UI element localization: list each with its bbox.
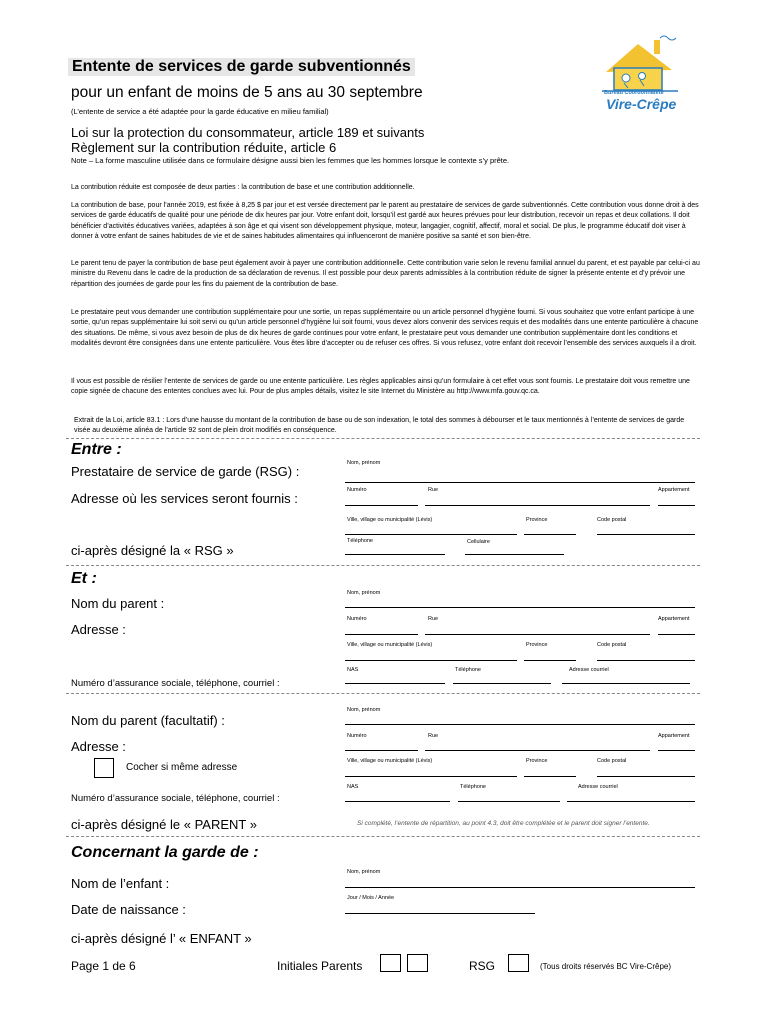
parent-numero-field[interactable] <box>345 634 418 635</box>
parent-code-postal-field[interactable] <box>597 660 695 661</box>
parent2-numero-field[interactable] <box>345 750 418 751</box>
field-caption-nom: Nom, prénom <box>347 707 381 713</box>
initiales-parents-label: Initiales Parents <box>277 959 363 973</box>
section-entre: Entre : <box>71 441 122 458</box>
field-caption-telephone: Téléphone <box>460 784 486 790</box>
parent-label: Nom du parent : <box>71 596 165 611</box>
rsg-label: Prestataire de service de garde (RSG) : <box>71 464 300 479</box>
parent2-address-label: Adresse : <box>71 739 126 754</box>
field-caption-nom: Nom, prénom <box>347 460 381 466</box>
field-caption-date: Jour / Mois / Année <box>347 895 395 901</box>
field-caption-province: Province <box>526 758 548 764</box>
rsg-telephone-field[interactable] <box>345 554 445 555</box>
document-subtitle: pour un enfant de moins de 5 ans au 30 septembre <box>71 84 423 101</box>
rsg-address-label: Adresse où les services seront fournis : <box>71 491 298 506</box>
separator <box>66 693 700 694</box>
rsg-ville-field[interactable] <box>345 534 517 535</box>
field-caption-numero: Numéro <box>347 616 367 622</box>
law-reference-2: Règlement sur la contribution réduite, article 6 <box>71 140 337 155</box>
law-reference-1: Loi sur la protection du consommateur, article 189 et suivants <box>71 125 425 140</box>
parent2-appartement-field[interactable] <box>658 750 695 751</box>
rights-notice: (Tous droits réservés BC Vire-Crêpe) <box>540 962 672 971</box>
parent2-courriel-field[interactable] <box>567 801 695 802</box>
field-caption-nas: NAS <box>347 667 359 673</box>
same-address-checkbox[interactable] <box>94 758 114 778</box>
field-caption-courriel: Adresse courriel <box>569 667 609 673</box>
parent2-code-postal-field[interactable] <box>597 776 695 777</box>
parent-name-field[interactable] <box>345 607 695 608</box>
repartition-note: Si complété, l’entente de répartition, au point 4.3, doit être complétée et le parent doit signer l’entente. <box>357 820 650 827</box>
paragraph-base: La contribution de base, pour l’année 2019, est fixée à 8,25 $ par jour et est versée directement par le parent au prestataire de services de garde subventionnés. Cette contribution vous donne droit à des services de garde éducatifs de qualité pour une période de dix heures par jour. Votre enfant doit, lorsqu’il est gardé aux heures prévues pour leur distribution, recevoir un repas et deux collations. Il doit bénéficier d’activités éducatives variées, adaptées à son âge et qui visent son développement physique, moteur, langagier, cognitif, affectif, moral et social. De plus, le programme éducatif doit viser à donner à votre enfant de saines habitudes de vie et de saines habitudes alimentaires qui influenceront de manière positive sa santé et son bien-être. <box>71 202 699 240</box>
paragraph-supplementaire: Le prestataire peut vous demander une contribution supplémentaire pour une sortie, un repas supplémentaire ou un article personnel d’hygiène fourni. Si vous souhaitez que votre enfant participe à une sortie, qu’un repas supplémentaire lui soit servi ou qu’un article personnel d’hygiène lui soit fourni, vous devez alors convenir des services requis et des modalités dans une entente particulière à chacune des situations. De même, si vous avez besoin de plus de dix heures de garde continues pour votre enfant, le prestataire peut vous demander une contribution supplémentaire dont les conditions et modalités devront être consignées dans une entente particulière. Vous êtes libre d’accepter ou de refuser ces offres. Si vous refusez, votre enfant doit recevoir l’ensemble des services auxquels il a droit. <box>71 309 699 347</box>
parent2-rue-field[interactable] <box>425 750 650 751</box>
field-caption-numero: Numéro <box>347 487 367 493</box>
child-name-field[interactable] <box>345 887 695 888</box>
rsg-province-field[interactable] <box>524 534 576 535</box>
parent2-telephone-field[interactable] <box>458 801 560 802</box>
field-caption-telephone: Téléphone <box>347 538 373 544</box>
rsg-code-postal-field[interactable] <box>597 534 695 535</box>
initiales-parent-2-box[interactable] <box>407 954 428 972</box>
field-caption-ville: Ville, village ou municipalité (Lévis) <box>347 517 433 523</box>
paragraph-extrait-loi: Extrait de la Loi, article 83.1 : Lors d’une hausse du montant de la contribution de base ou de son indexation, le total des sommes à débourser et le taux mentionnés à l’entente de services de garde visée au deuxième alinéa de l’article 92 sont de plein droit modifiés en conséquence. <box>74 417 685 435</box>
same-address-label: Cocher si même adresse <box>126 762 238 773</box>
parent-designe: ci-après désigné le « PARENT » <box>71 817 257 832</box>
bureau-coordonnateur-logo <box>598 34 708 116</box>
parent-ville-field[interactable] <box>345 660 517 661</box>
parent2-ville-field[interactable] <box>345 776 517 777</box>
field-caption-nom: Nom, prénom <box>347 869 381 875</box>
initiales-rsg-box[interactable] <box>508 954 529 972</box>
gender-note: Note – La forme masculine utilisée dans ce formulaire désigne aussi bien les femmes que les hommes lorsque le contexte s’y prête. <box>71 156 510 165</box>
paragraph-additionnelle: Le parent tenu de payer la contribution de base peut également avoir à payer une contribution additionnelle. Cette contribution varie selon le revenu familial annuel du parent, et est payable par celui-ci au ministre du Revenu dans le cadre de la production de sa déclaration de revenus. Il est possible pour deux parents admissibles à la contribution réduite de signer la présente entente et d’y prévoir une répartition des journées de garde pour les fins du paiement de la contribution de base. <box>71 260 700 288</box>
separator <box>66 565 700 566</box>
parent2-label: Nom du parent (facultatif) : <box>71 713 225 728</box>
field-caption-code-postal: Code postal <box>597 517 627 523</box>
rsg-numero-field[interactable] <box>345 505 418 506</box>
separator <box>66 438 700 439</box>
parent-address-label: Adresse : <box>71 622 126 637</box>
field-caption-ville: Ville, village ou municipalité (Lévis) <box>347 758 433 764</box>
field-caption-ville: Ville, village ou municipalité (Lévis) <box>347 642 433 648</box>
parent-rue-field[interactable] <box>425 634 650 635</box>
parent-appartement-field[interactable] <box>658 634 695 635</box>
document-title: Entente de services de garde subventionnés <box>68 58 415 76</box>
rsg-rue-field[interactable] <box>425 505 650 506</box>
field-caption-province: Province <box>526 517 548 523</box>
field-caption-rue: Rue <box>428 616 439 622</box>
field-caption-code-postal: Code postal <box>597 758 627 764</box>
parent-province-field[interactable] <box>524 660 576 661</box>
paragraph-resiliation: Il vous est possible de résilier l’entente de services de garde ou une entente particulière. Les règles applicables ainsi qu’un formulaire à cet effet vous sont fournis. Le prestataire doit vous remettre une copie signée de chacune des ententes conclues avec lui. Pour de plus amples détails, visitez le site Internet du Ministère au http://www.mfa.gouv.qc.ca. <box>71 378 690 396</box>
field-caption-province: Province <box>526 642 548 648</box>
field-caption-appartement: Appartement <box>658 616 690 622</box>
field-caption-cellulaire: Cellulaire <box>467 539 490 545</box>
parent-nas-field[interactable] <box>345 683 445 684</box>
field-caption-nas: NAS <box>347 784 359 790</box>
adapted-note: (L’entente de service a été adaptée pour la garde éducative en milieu familial) <box>71 107 329 116</box>
child-dob-field[interactable] <box>345 913 535 914</box>
field-caption-telephone: Téléphone <box>455 667 481 673</box>
field-caption-code-postal: Code postal <box>597 642 627 648</box>
field-caption-numero: Numéro <box>347 733 367 739</box>
field-caption-rue: Rue <box>428 733 439 739</box>
logo-line-2: Vire-Crêpe <box>606 96 677 112</box>
parent-courriel-field[interactable] <box>562 683 690 684</box>
field-caption-appartement: Appartement <box>658 733 690 739</box>
section-et: Et : <box>71 570 97 587</box>
field-caption-nom: Nom, prénom <box>347 590 381 596</box>
parent-nas-label: Numéro d’assurance sociale, téléphone, courriel : <box>71 678 280 689</box>
field-caption-appartement: Appartement <box>658 487 690 493</box>
field-caption-courriel: Adresse courriel <box>578 784 618 790</box>
logo-line-1: Bureau Coordonnateur <box>604 90 665 96</box>
parent2-name-field[interactable] <box>345 724 695 725</box>
rsg-designe: ci-après désigné la « RSG » <box>71 543 234 558</box>
parent2-province-field[interactable] <box>524 776 576 777</box>
child-dob-label: Date de naissance : <box>71 902 186 917</box>
parent2-nas-label: Numéro d’assurance sociale, téléphone, courriel : <box>71 793 280 804</box>
rsg-cellulaire-field[interactable] <box>465 554 564 555</box>
enfant-designe: ci-après désigné l’ « ENFANT » <box>71 931 252 946</box>
child-name-label: Nom de l’enfant : <box>71 876 170 891</box>
initiales-parent-1-box[interactable] <box>380 954 401 972</box>
rsg-initiales-label: RSG <box>469 959 496 973</box>
parent2-nas-field[interactable] <box>345 801 450 802</box>
page-number: Page 1 de 6 <box>71 959 136 973</box>
rsg-name-field[interactable] <box>345 482 695 483</box>
section-garde: Concernant la garde de : <box>71 844 259 861</box>
field-caption-rue: Rue <box>428 487 439 493</box>
parent-telephone-field[interactable] <box>453 683 551 684</box>
separator <box>66 836 700 837</box>
rsg-appartement-field[interactable] <box>658 505 695 506</box>
paragraph-contribution: La contribution réduite est composée de deux parties : la contribution de base et une contribution additionnelle. <box>71 184 415 191</box>
